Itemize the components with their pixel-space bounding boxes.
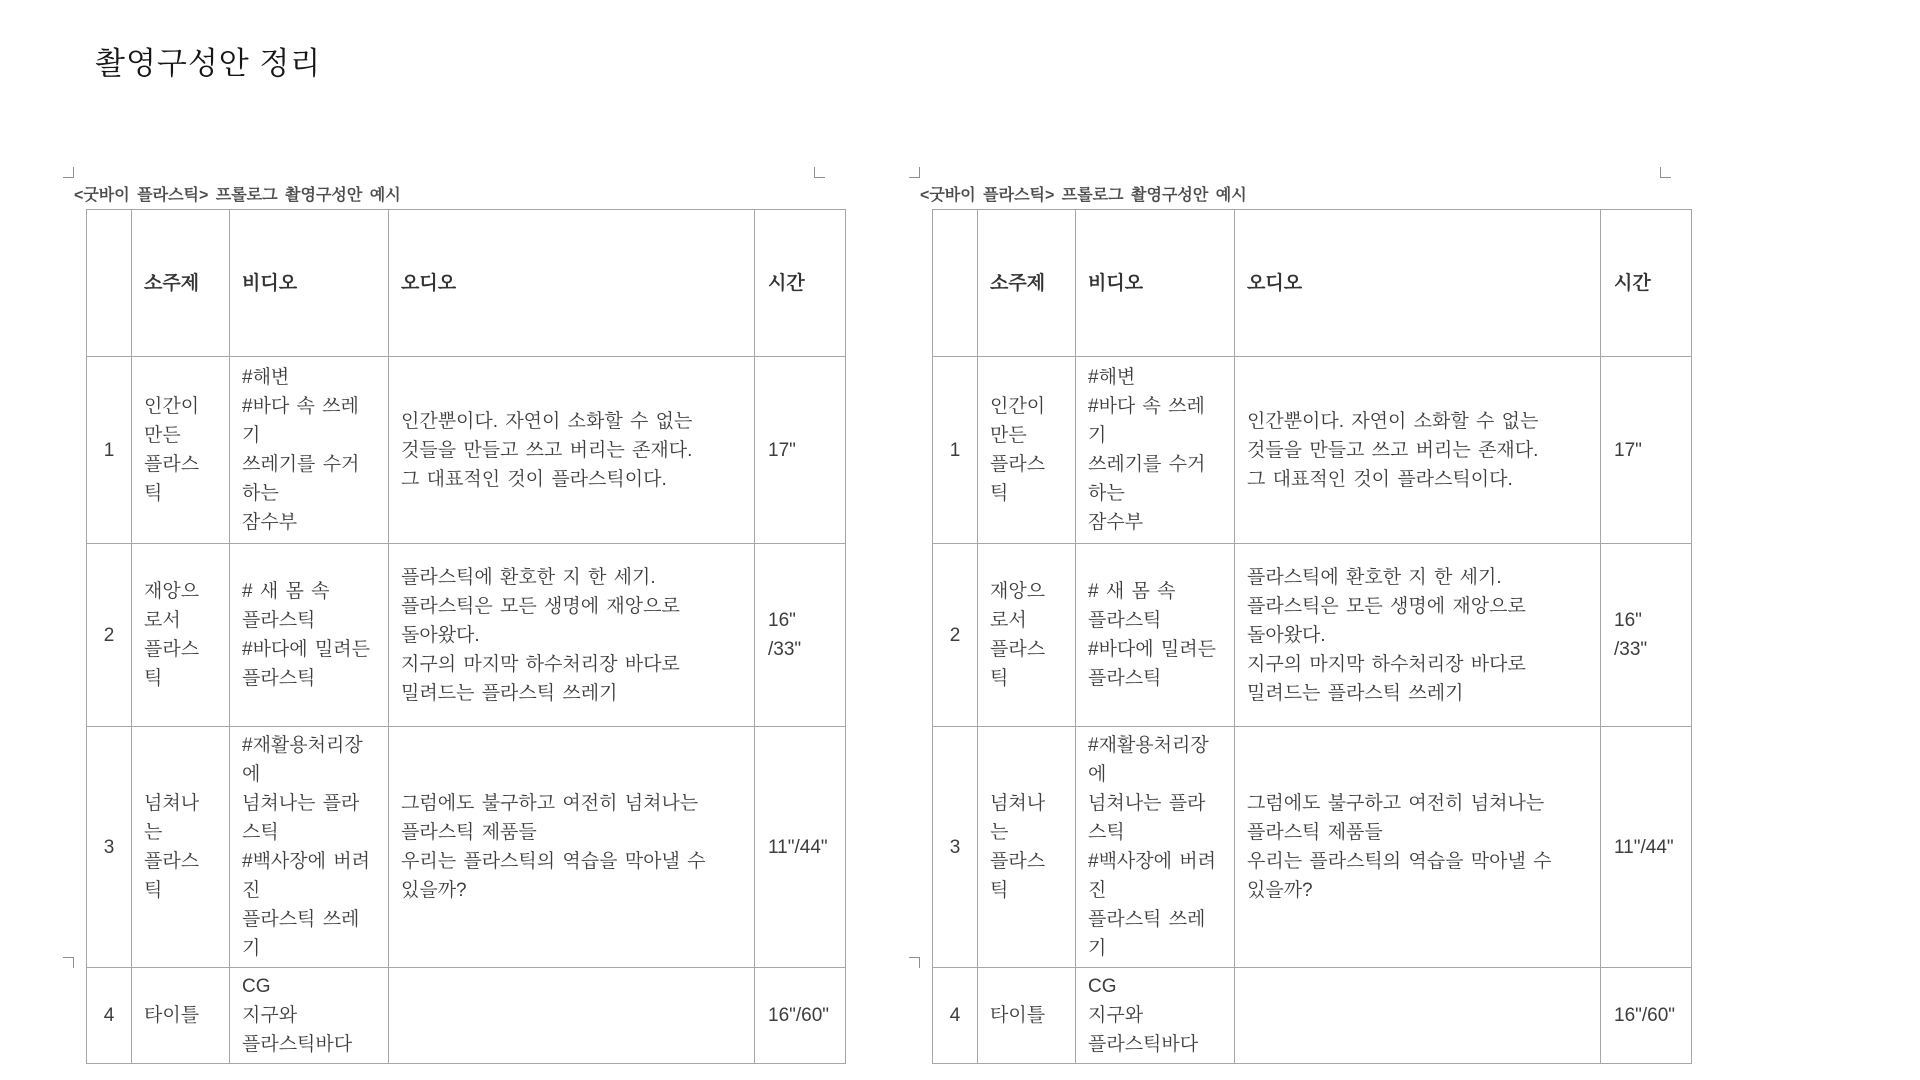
page-title: 촬영구성안 정리 <box>95 46 322 81</box>
cell-video: CG 지구와 플라스틱바다 <box>1076 968 1235 1064</box>
cell-subtopic: 재앙으로서 플라스틱 <box>978 544 1076 727</box>
cell-video: CG 지구와 플라스틱바다 <box>230 968 389 1064</box>
cell-audio <box>389 968 755 1064</box>
cell-subtopic: 넘쳐나는 플라스틱 <box>132 727 230 968</box>
storyboard-document-right <box>909 182 1699 1064</box>
margin-corner-mark <box>909 167 920 178</box>
cell-video: #해변 #바다 속 쓰레기 쓰레기를 수거하는 잠수부 <box>1076 357 1235 544</box>
cell-num: 1 <box>87 357 132 544</box>
storyboard-table <box>932 209 1692 1064</box>
cell-audio: 플라스틱에 환호한 지 한 세기. 플라스틱은 모든 생명에 재앙으로 돌아왔다. 지구의 마지막 하수처리장 바다로 밀려드는 플라스틱 쓰레기 <box>389 544 755 727</box>
cell-video: #해변 #바다 속 쓰레기 쓰레기를 수거하는 잠수부 <box>230 357 389 544</box>
cell-audio: 인간뿐이다. 자연이 소화할 수 없는 것들을 만들고 쓰고 버리는 존재다. 그 대표적인 것이 플라스틱이다. <box>389 357 755 544</box>
cell-subtopic: 넘쳐나는 플라스틱 <box>978 727 1076 968</box>
cell-num: 1 <box>933 357 978 544</box>
cell-time: 11"/44" <box>755 727 846 968</box>
cell-time: 16" /33" <box>755 544 846 727</box>
column-header-time: 시간 <box>1601 210 1692 357</box>
cell-audio: 플라스틱에 환호한 지 한 세기. 플라스틱은 모든 생명에 재앙으로 돌아왔다. 지구의 마지막 하수처리장 바다로 밀려드는 플라스틱 쓰레기 <box>1235 544 1601 727</box>
margin-corner-mark <box>63 167 74 178</box>
table-row <box>933 544 1692 727</box>
table-row <box>87 968 846 1064</box>
column-header-subtopic: 소주제 <box>132 210 230 357</box>
cell-video: # 새 몸 속 플라스틱 #바다에 밀려든 플라스틱 <box>230 544 389 727</box>
cell-audio: 인간뿐이다. 자연이 소화할 수 없는 것들을 만들고 쓰고 버리는 존재다. 그 대표적인 것이 플라스틱이다. <box>1235 357 1601 544</box>
cell-video: #재활용처리장에 넘쳐나는 플라스틱 #백사장에 버려진 플라스틱 쓰레기 <box>1076 727 1235 968</box>
table-row <box>933 968 1692 1064</box>
cell-time: 17" <box>1601 357 1692 544</box>
cell-time: 16"/60" <box>755 968 846 1064</box>
table-row <box>933 357 1692 544</box>
storyboard-document-left <box>63 182 853 1064</box>
cell-time: 16"/60" <box>1601 968 1692 1064</box>
column-header-num <box>933 210 978 357</box>
column-header-video: 비디오 <box>1076 210 1235 357</box>
cell-audio <box>1235 968 1601 1064</box>
header-row <box>933 210 1692 357</box>
cell-subtopic: 인간이 만든 플라스틱 <box>132 357 230 544</box>
cell-subtopic: 타이틀 <box>978 968 1076 1064</box>
column-header-time: 시간 <box>755 210 846 357</box>
margin-corner-mark <box>814 167 825 178</box>
header-row <box>87 210 846 357</box>
margin-corner-mark <box>63 957 74 968</box>
cell-num: 2 <box>87 544 132 727</box>
table-row <box>87 544 846 727</box>
margin-corner-mark <box>1660 167 1671 178</box>
cell-time: 11"/44" <box>1601 727 1692 968</box>
cell-subtopic: 인간이 만든 플라스틱 <box>978 357 1076 544</box>
cell-num: 2 <box>933 544 978 727</box>
table-row <box>87 727 846 968</box>
column-header-audio: 오디오 <box>389 210 755 357</box>
cell-num: 3 <box>87 727 132 968</box>
cell-subtopic: 타이틀 <box>132 968 230 1064</box>
cell-time: 16" /33" <box>1601 544 1692 727</box>
column-header-audio: 오디오 <box>1235 210 1601 357</box>
cell-subtopic: 재앙으로서 플라스틱 <box>132 544 230 727</box>
column-header-video: 비디오 <box>230 210 389 357</box>
table-row <box>87 357 846 544</box>
cell-audio: 그럼에도 불구하고 여전히 넘쳐나는 플라스틱 제품들 우리는 플라스틱의 역습을 막아낼 수 있을까? <box>389 727 755 968</box>
table-caption: <굿바이 플라스틱> 프롤로그 촬영구성안 예시 <box>74 187 401 204</box>
cell-num: 3 <box>933 727 978 968</box>
column-header-num <box>87 210 132 357</box>
cell-video: # 새 몸 속 플라스틱 #바다에 밀려든 플라스틱 <box>1076 544 1235 727</box>
cell-num: 4 <box>87 968 132 1064</box>
table-caption: <굿바이 플라스틱> 프롤로그 촬영구성안 예시 <box>920 187 1247 204</box>
cell-audio: 그럼에도 불구하고 여전히 넘쳐나는 플라스틱 제품들 우리는 플라스틱의 역습을 막아낼 수 있을까? <box>1235 727 1601 968</box>
storyboard-table <box>86 209 846 1064</box>
margin-corner-mark <box>909 957 920 968</box>
cell-num: 4 <box>933 968 978 1064</box>
cell-time: 17" <box>755 357 846 544</box>
column-header-subtopic: 소주제 <box>978 210 1076 357</box>
cell-video: #재활용처리장에 넘쳐나는 플라스틱 #백사장에 버려진 플라스틱 쓰레기 <box>230 727 389 968</box>
table-row <box>933 727 1692 968</box>
